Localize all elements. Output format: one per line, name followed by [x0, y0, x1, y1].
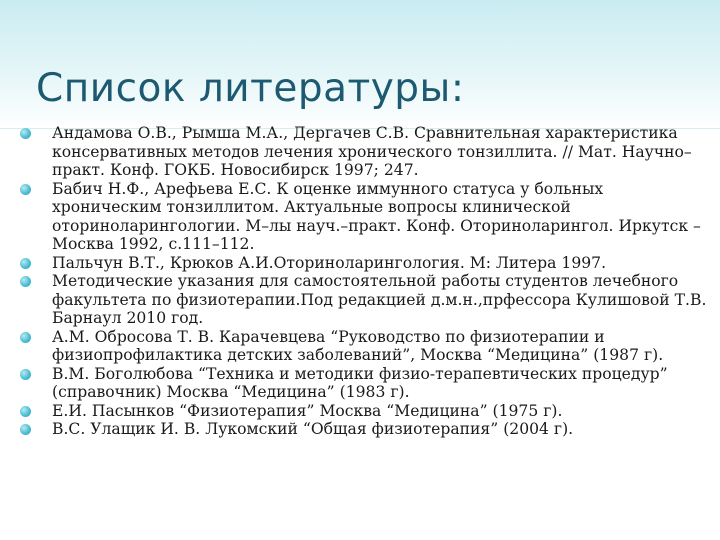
- bullet-icon: [20, 184, 31, 195]
- reference-item: [18, 254, 708, 273]
- reference-item: [18, 420, 708, 439]
- reference-item: [18, 124, 708, 180]
- reference-text: Методические указания для самостоятельной работы студентов лечебного факультета по физиотерапии.Под редакцией д.м.н.,прфессора Кулишовой Т.В. Барнаул 2010 год.: [52, 272, 707, 327]
- reference-text: Бабич Н.Ф., Арефьева Е.С. К оценке иммунного статуса у больных хроническим тонзиллитом. Актуальные вопросы клинической оториноларингологии. М–лы науч.–практ. Конф. Оториноларингол. Иркутск – Москва 1992, с.111–112.: [52, 179, 701, 253]
- reference-item: [18, 272, 708, 328]
- reference-text: В.М. Боголюбова “Техника и методики физио-терапевтических процедур” (справочник) Москва “Медицина” (1983 г).: [52, 364, 668, 401]
- bullet-icon: [20, 369, 31, 380]
- reference-text: В.С. Улащик И. В. Лукомский “Общая физиотерапия” (2004 г).: [52, 420, 574, 438]
- reference-text: Андамова О.В., Рымша М.А., Дергачев С.В. Сравнительная характеристика консервативных методов лечения хронического тонзиллита. // Мат. Научно–практ. Конф. ГОКБ. Новосибирск 1997; 247.: [52, 124, 692, 179]
- bullet-icon: [20, 332, 31, 343]
- reference-item: [18, 180, 708, 254]
- reference-list: [18, 124, 708, 439]
- reference-item: [18, 402, 708, 421]
- bullet-icon: [20, 406, 31, 417]
- reference-item: [18, 328, 708, 365]
- bullet-icon: [20, 258, 31, 269]
- bullet-icon: [20, 128, 31, 139]
- reference-text: Е.И. Пасынков “Физиотерапия” Москва “Медицина” (1975 г).: [52, 401, 563, 420]
- bullet-icon: [20, 424, 31, 435]
- reference-item: [18, 365, 708, 402]
- slide-title: Список литературы:: [36, 66, 465, 111]
- reference-text: А.М. Обросова Т. В. Карачевцева “Руководство по физиотерапии и физиопрофилактика детских заболеваний”, Москва “Медицина” (1987 г).: [52, 327, 664, 364]
- bullet-icon: [20, 276, 31, 287]
- reference-text: Пальчун В.Т., Крюков А.И.Оториноларингология. М: Литера 1997.: [52, 253, 607, 272]
